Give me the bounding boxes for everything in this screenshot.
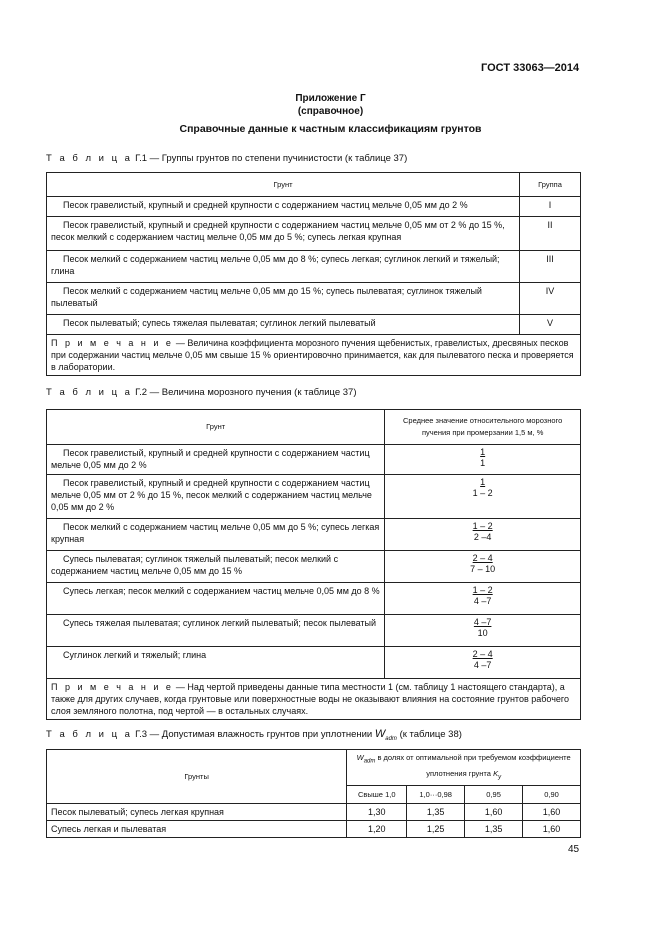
table3-caption-text: Г.3 — Допустимая влажность грунтов при уплотнении (135, 729, 373, 740)
table1-note (47, 335, 581, 376)
table2-value (473, 585, 493, 607)
table2-soil: Песок гравелистый, крупный и средней крупности с содержанием частиц мельче 0,05 мм до 2 % (47, 445, 385, 475)
table-row (47, 315, 581, 335)
table2 (46, 409, 581, 720)
table3-col-head (347, 750, 581, 786)
table3-caption-suffix: (к таблице 38) (399, 729, 462, 740)
frac-denominator: 4 –7 (473, 660, 492, 670)
table3-caption-symbol: W (374, 728, 386, 740)
table1-soil: Песок мелкий с содержанием частиц мельче 0,05 мм до 8 %; супесь легкая; суглинок легкий и тяжелый; глина (47, 251, 520, 283)
table-row (47, 551, 581, 583)
table2-value (473, 521, 493, 543)
appendix-title: Приложение Г (295, 93, 366, 104)
table-row (47, 519, 581, 551)
table2-col-value: Среднее значение относительного морозного пучения при промерзании 1,5 м, % (385, 410, 581, 445)
table1-soil: Песок пылеватый; супесь тяжелая пылеватая; суглинок легкий пылеватый (47, 315, 520, 335)
table-row (47, 217, 581, 251)
table3-head-sub: adm (363, 758, 376, 765)
table1-group: II (520, 217, 581, 251)
table2-value (473, 477, 493, 499)
table2-col-soil: Грунт (47, 410, 385, 445)
table1-group: I (520, 197, 581, 217)
frac-denominator: 7 – 10 (470, 564, 496, 574)
frac-numerator: 1 (480, 477, 486, 487)
table1-caption (46, 153, 407, 164)
frac-denominator: 4 –7 (473, 596, 492, 606)
table1-group: III (520, 251, 581, 283)
table3-value: 1,25 (407, 821, 465, 838)
table3-soil: Песок пылеватый; супесь легкая крупная (47, 804, 347, 821)
table-row (47, 615, 581, 647)
table1-group: V (520, 315, 581, 335)
table2-soil: Песок мелкий с содержанием частиц мельче 0,05 мм до 5 %; супесь легкая крупная (47, 519, 385, 551)
table3-value: 1,35 (465, 821, 523, 838)
table2-value (473, 649, 493, 671)
table3-value: 1,20 (347, 821, 407, 838)
table1-soil: Песок гравелистый, крупный и средней крупности с содержанием частиц мельче 0,05 мм до 2 % (47, 197, 520, 217)
table2-soil: Супесь пылеватая; суглинок тяжелый пылеватый; песок мелкий с содержанием частиц мельче 0,05 мм до 15 % (47, 551, 385, 583)
table2-caption-text: Г.2 — Величина морозного пучения (к таблице 37) (135, 387, 357, 398)
table-row (47, 251, 581, 283)
table3-value: 1,30 (347, 804, 407, 821)
table-row (47, 647, 581, 679)
table3-value: 1,35 (407, 804, 465, 821)
table3-col-1: Свыше 1,0 (347, 786, 407, 804)
table1-soil: Песок гравелистый, крупный и средней крупности с содержанием частиц мельче 0,05 мм от 2 % до 15 %, песок мелкий с содержанием частиц мельче 0,05 мм до 5 %; супесь легкая крупная (47, 217, 520, 251)
appendix-heading (0, 92, 661, 118)
table-row (47, 283, 581, 315)
frac-denominator: 10 (477, 628, 488, 638)
table1 (46, 172, 581, 376)
table-row (47, 804, 581, 821)
table1-note-label: П р и м е ч а н и е (51, 338, 174, 348)
table1-col-group: Группа (520, 173, 581, 197)
table3-head-symbol: W (356, 753, 364, 762)
table2-soil: Песок гравелистый, крупный и средней крупности с содержанием частиц мельче 0,05 мм от 2 % до 15 %, песок мелкий с содержанием частиц мельче 0,05 мм до 2 % (47, 475, 385, 519)
table1-group: IV (520, 283, 581, 315)
table2-value (474, 617, 492, 639)
table2-caption-prefix: Т а б л и ц а (46, 387, 133, 398)
table1-caption-prefix: Т а б л и ц а (46, 153, 133, 164)
section-title: Справочные данные к частным классификациям грунтов (179, 123, 482, 135)
table1-soil: Песок мелкий с содержанием частиц мельче 0,05 мм до 15 %; супесь пылеватая; суглинок тяжелый пылеватый (47, 283, 520, 315)
table2-note (47, 679, 581, 720)
frac-numerator: 2 – 4 (472, 649, 493, 659)
table3-soil: Супесь легкая и пылеватая (47, 821, 347, 838)
table1-col-soil: Грунт (47, 173, 520, 197)
table3-value: 1,60 (523, 821, 581, 838)
table3-col-soil: Грунты (47, 750, 347, 804)
table-row (47, 583, 581, 615)
table3-head-k: K (493, 768, 499, 778)
table3-col-3: 0,95 (465, 786, 523, 804)
table3-col-2: 1,0···0,98 (407, 786, 465, 804)
table1-caption-text: Г.1 — Группы грунтов по степени пучинистости (к таблице 37) (135, 153, 408, 164)
table-row (47, 445, 581, 475)
table2-value (480, 447, 485, 469)
table-row (47, 475, 581, 519)
table3-col-4: 0,90 (523, 786, 581, 804)
table3-caption (46, 728, 462, 742)
page-number: 45 (568, 844, 580, 855)
table3-head-text: в долях от оптимальной при требуемом коэффициенте уплотнения грунта (377, 753, 571, 778)
table-row (47, 821, 581, 838)
table3-caption-sub: adm (385, 735, 397, 742)
table2-note-text: — Над чертой приведены данные типа местности 1 (см. таблицу 1 настоящего стандарта), а также для других случаев, когда грунтовые или поверхностные воды не оказывают влияния на состояние грунтов рабочего слоя земляного полотна, под чертой — в остальных случаях. (51, 682, 569, 716)
table3 (46, 749, 581, 838)
frac-numerator: 1 – 2 (472, 585, 493, 595)
frac-numerator: 2 – 4 (472, 553, 493, 563)
table2-soil: Супесь тяжелая пылеватая; суглинок легкий пылеватый; песок пылеватый (47, 615, 385, 647)
table3-value: 1,60 (465, 804, 523, 821)
appendix-subtitle: (справочное) (297, 106, 364, 117)
table2-soil: Суглинок легкий и тяжелый; глина (47, 647, 385, 679)
frac-denominator: 1 – 2 (472, 488, 493, 498)
table3-value: 1,60 (523, 804, 581, 821)
frac-numerator: 4 –7 (473, 617, 492, 627)
table3-head-k-sub: y (498, 774, 502, 780)
table2-caption (46, 387, 357, 398)
table2-value (470, 553, 495, 575)
frac-numerator: 1 (480, 447, 486, 457)
frac-denominator: 2 –4 (473, 532, 492, 542)
frac-numerator: 1 – 2 (472, 521, 493, 531)
standard-code: ГОСТ 33063—2014 (481, 62, 580, 74)
table3-caption-prefix: Т а б л и ц а (46, 729, 133, 740)
table2-note-label: П р и м е ч а н и е (51, 682, 174, 692)
frac-denominator: 1 (480, 458, 486, 468)
table-row (47, 197, 581, 217)
table2-soil: Супесь легкая; песок мелкий с содержанием частиц мельче 0,05 мм до 8 % (47, 583, 385, 615)
table1-note-text: — Величина коэффициента морозного пучения щебенистых, гравелистых, дресвяных песков при содержании частиц мельче 0,05 мм свыше 15 % ориентировочно принимается, как для пылеватого песка и проверяется в лаборатории. (51, 338, 574, 372)
